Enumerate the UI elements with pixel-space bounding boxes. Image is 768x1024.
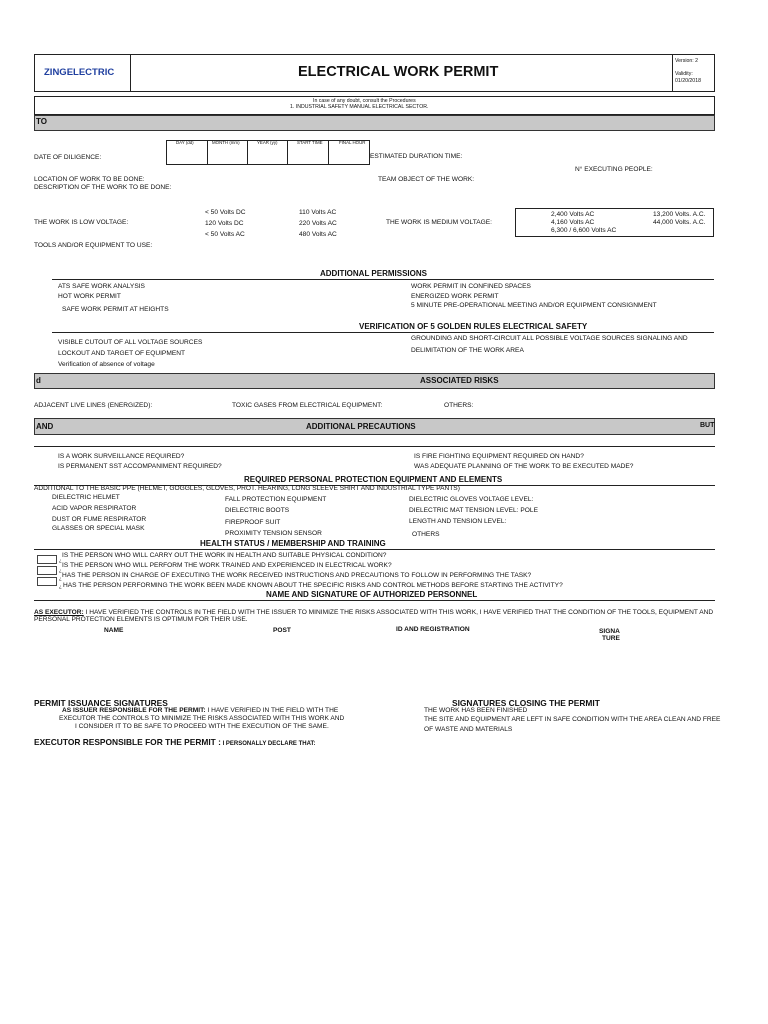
- ppe-glasses[interactable]: GLASSES OR SPECIAL MASK: [52, 525, 145, 532]
- health-mark-2: ¿: [59, 568, 62, 573]
- precaution-fire[interactable]: IS FIRE FIGHTING EQUIPMENT REQUIRED ON HAND?: [414, 453, 584, 460]
- description-label: DESCRIPTION OF THE WORK TO BE DONE:: [34, 184, 172, 191]
- additional-precautions-title: ADDITIONAL PRECAUTIONS: [306, 422, 416, 431]
- risk-others[interactable]: OTHERS:: [444, 402, 474, 409]
- doubt-line-1: In case of any doubt, consult the Procedures: [313, 98, 416, 104]
- health-question-2: IS THE PERSON WHO WILL PERFORM THE WORK TRAINED AND EXPERIENCED IN ELECTRICAL WORK?: [62, 562, 392, 569]
- permission-meeting[interactable]: 5 MINUTE PRE-OPERATIONAL MEETING AND/OR EQUIPMENT CONSIGNMENT: [411, 302, 657, 309]
- permission-energized[interactable]: ENERGIZED WORK PERMIT: [411, 293, 499, 300]
- health-checkbox-2[interactable]: [37, 566, 57, 575]
- issuance-title: PERMIT ISSUANCE SIGNATURES: [34, 698, 168, 708]
- permission-heights[interactable]: SAFE WORK PERMIT AT HEIGHTS: [62, 306, 169, 313]
- page-title: ELECTRICAL WORK PERMIT: [298, 64, 499, 80]
- issuer-text-3: I CONSIDER IT TO BE SAFE TO PROCEED WITH THE EXECUTION OF THE SAME.: [75, 723, 329, 730]
- col-signature-2: TURE: [602, 635, 620, 642]
- ppe-dielectric-mat[interactable]: DIELECTRIC MAT TENSION LEVEL: POLE: [409, 507, 538, 514]
- executor-statement-2: PERSONAL PROTECTION ELEMENTS IS OPTIMUM FOR THEIR USE.: [34, 616, 248, 623]
- precaution-surveillance[interactable]: IS A WORK SURVEILLANCE REQUIRED?: [58, 453, 185, 460]
- permission-hot-work[interactable]: HOT WORK PERMIT: [58, 293, 121, 300]
- medium-4[interactable]: 13,200 Volts. A.C.: [653, 211, 706, 218]
- health-mark-3: ¿: [59, 576, 62, 581]
- ac-480[interactable]: 480 Volts AC: [299, 231, 337, 238]
- medium-5[interactable]: 44,000 Volts. A.C.: [653, 219, 706, 226]
- additional-permissions-title: ADDITIONAL PERMISSIONS: [320, 269, 427, 278]
- health-mark-4: ¿: [59, 584, 62, 589]
- ppe-dielectric-gloves[interactable]: DIELECTRIC GLOVES VOLTAGE LEVEL:: [409, 496, 534, 503]
- executor-responsible-label: EXECUTOR RESPONSIBLE FOR THE PERMIT :: [34, 737, 221, 747]
- precautions-suffix: BUT: [700, 422, 715, 429]
- risks-bar: [34, 373, 715, 389]
- low-ac[interactable]: < 50 Volts AC: [205, 231, 245, 238]
- low-dc-2[interactable]: 120 Volts DC: [205, 220, 244, 227]
- ac-220[interactable]: 220 Volts AC: [299, 220, 337, 227]
- col-name: NAME: [104, 627, 124, 634]
- doubt-line-2: 1. INDUSTRIAL SAFETY MANUAL ELECTRICAL SECTOR.: [290, 104, 429, 110]
- low-dc-1[interactable]: < 50 Volts DC: [205, 209, 246, 216]
- col-signature-1: SIGNA: [599, 628, 620, 635]
- personnel-title: NAME AND SIGNATURE OF AUTHORIZED PERSONNEL: [266, 590, 478, 599]
- risks-prefix: d: [36, 376, 41, 385]
- executor-responsible: [34, 732, 315, 750]
- validity-label: Validity:: [675, 71, 693, 77]
- company-name: ZINGELECTRIC: [44, 67, 115, 78]
- executor-text: I HAVE VERIFIED THE CONTROLS IN THE FIELD WITH THE ISSUER TO MINIMIZE THE RISKS ASSOCIATED WITH THIS WORK, I HAVE VERIFIED THAT THE CONDITION OF THE TOOLS, EQUIPMENT AND: [83, 609, 714, 616]
- ppe-intro: ADDITIONAL TO THE BASIC PPE (HELMET, GOGGLES, GLOVES, PROT. HEARING, LONG SLEEVE SHIRT AND INDUSTRIAL TYPE PANTS): [34, 485, 460, 492]
- executing-people-label: N° EXECUTING PEOPLE:: [575, 166, 653, 173]
- col-day: DAY (dd): [176, 140, 194, 145]
- medium-voltage-label: THE WORK IS MEDIUM VOLTAGE:: [386, 219, 492, 226]
- issuer-text-1: I HAVE VERIFIED IN THE FIELD WITH THE: [205, 707, 339, 714]
- precautions-prefix: AND: [36, 422, 54, 431]
- col-start: START TIME: [297, 140, 323, 145]
- precaution-sst[interactable]: IS PERMANENT SST ACCOMPANIMENT REQUIRED?: [58, 463, 222, 470]
- ppe-proximity-sensor[interactable]: PROXIMITY TENSION SENSOR: [225, 530, 322, 537]
- issuer-statement-1: [62, 707, 338, 714]
- version-label: Version: 2: [675, 58, 699, 64]
- col-year: YEAR (yy): [257, 140, 278, 145]
- golden-visible-cutout[interactable]: VISIBLE CUTOUT OF ALL VOLTAGE SOURCES: [58, 339, 203, 346]
- permissions-divider: [52, 279, 714, 280]
- health-title: HEALTH STATUS / MEMBERSHIP AND TRAINING: [200, 539, 386, 548]
- health-checkbox-3[interactable]: [37, 577, 57, 586]
- medium-2[interactable]: 4,160 Volts AC: [551, 219, 595, 226]
- duration-label: ESTIMATED DURATION TIME:: [370, 153, 463, 160]
- closing-line-3: OF WASTE AND MATERIALS: [424, 726, 513, 733]
- tools-label: TOOLS AND/OR EQUIPMENT TO USE:: [34, 242, 153, 249]
- ppe-fireproof-suit[interactable]: FIREPROOF SUIT: [225, 519, 281, 526]
- ppe-acid-respirator[interactable]: ACID VAPOR RESPIRATOR: [52, 505, 137, 512]
- ppe-dielectric-boots[interactable]: DIELECTRIC BOOTS: [225, 507, 290, 514]
- date-label: DATE OF DILIGENCE:: [34, 154, 102, 161]
- personnel-divider: [34, 600, 715, 601]
- validity-date: 01/20/2018: [675, 78, 701, 84]
- ppe-others[interactable]: OTHERS: [412, 531, 440, 538]
- ppe-fall-protection[interactable]: FALL PROTECTION EQUIPMENT: [225, 496, 327, 503]
- low-voltage-label: THE WORK IS LOW VOLTAGE:: [34, 219, 129, 226]
- location-label: LOCATION OF WORK TO BE DONE:: [34, 176, 145, 183]
- associated-risks-title: ASSOCIATED RISKS: [420, 376, 499, 385]
- golden-absence[interactable]: Verification of absence of voltage: [58, 361, 155, 368]
- risk-adjacent-lines[interactable]: ADJACENT LIVE LINES (ENERGIZED):: [34, 402, 153, 409]
- team-label: TEAM OBJECT OF THE WORK:: [378, 176, 475, 183]
- permission-ats[interactable]: ATS SAFE WORK ANALYSIS: [58, 283, 145, 290]
- golden-divider: [52, 332, 714, 333]
- health-question-1: IS THE PERSON WHO WILL CARRY OUT THE WORK IN HEALTH AND SUITABLE PHYSICAL CONDITION?: [62, 552, 387, 559]
- health-divider: [34, 549, 715, 550]
- health-question-3: HAS THE PERSON IN CHARGE OF EXECUTING THE WORK RECEIVED INSTRUCTIONS AND PRECAUTIONS TO FOLLOW IN PERFORMING THE TASK?: [62, 572, 532, 579]
- precautions-divider: [34, 446, 715, 447]
- col-id: ID AND REGISTRATION: [396, 626, 470, 633]
- executor-statement-1: [34, 609, 713, 616]
- to-bar: [34, 115, 715, 131]
- ppe-title: REQUIRED PERSONAL PROTECTION EQUIPMENT AND ELEMENTS: [244, 475, 503, 484]
- health-question-4: HAS THE PERSON PERFORMING THE WORK BEEN MADE KNOWN ABOUT THE SPECIFIC RISKS AND CONTROL METHODS BEFORE STARTING THE ACTIVITY?: [63, 582, 563, 589]
- medium-1[interactable]: 2,400 Volts AC: [551, 211, 595, 218]
- permission-confined[interactable]: WORK PERMIT IN CONFINED SPACES: [411, 283, 531, 290]
- health-checkbox-1[interactable]: [37, 555, 57, 564]
- to-label: TO: [36, 117, 47, 126]
- issuer-text-2: EXECUTOR THE CONTROLS TO MINIMIZE THE RISKS ASSOCIATED WITH THIS WORK AND: [59, 715, 345, 722]
- ac-110[interactable]: 110 Volts AC: [299, 209, 337, 216]
- risk-toxic-gases[interactable]: TOXIC GASES FROM ELECTRICAL EQUIPMENT:: [232, 402, 383, 409]
- issuer-label: AS ISSUER RESPONSIBLE FOR THE PERMIT:: [62, 707, 206, 714]
- medium-3[interactable]: 6,300 / 6,600 Volts AC: [551, 227, 617, 234]
- precaution-planning[interactable]: WAS ADEQUATE PLANNING OF THE WORK TO BE EXECUTED MADE?: [414, 463, 634, 470]
- ppe-helmet[interactable]: DIELECTRIC HELMET: [52, 494, 120, 501]
- closing-line-2: THE SITE AND EQUIPMENT ARE LEFT IN SAFE CONDITION WITH THE AREA CLEAN AND FREE: [424, 716, 721, 723]
- golden-lockout[interactable]: LOCKOUT AND TARGET OF EQUIPMENT: [58, 350, 186, 357]
- ppe-length-tension[interactable]: LENGTH AND TENSION LEVEL:: [409, 518, 507, 525]
- executor-responsible-text: I PERSONALLY DECLARE THAT:: [220, 741, 316, 747]
- col-post: POST: [273, 627, 291, 634]
- col-final: FINAL HOUR: [339, 140, 366, 145]
- closing-title: SIGNATURES CLOSING THE PERMIT: [452, 698, 600, 708]
- golden-rules-title: VERIFICATION OF 5 GOLDEN RULES ELECTRICAL SAFETY: [359, 322, 588, 331]
- executor-label: AS EXECUTOR:: [34, 609, 84, 616]
- ppe-dust-respirator[interactable]: DUST OR FUME RESPIRATOR: [52, 516, 147, 523]
- golden-grounding[interactable]: GROUNDING AND SHORT-CIRCUIT ALL POSSIBLE VOLTAGE SOURCES SIGNALING AND: [411, 335, 688, 342]
- col-month: MONTH (mm): [212, 140, 240, 145]
- golden-delimitation[interactable]: DELIMITATION OF THE WORK AREA: [411, 347, 524, 354]
- health-mark-1: ¿: [59, 558, 62, 563]
- closing-line-1: THE WORK HAS BEEN FINISHED: [424, 707, 528, 714]
